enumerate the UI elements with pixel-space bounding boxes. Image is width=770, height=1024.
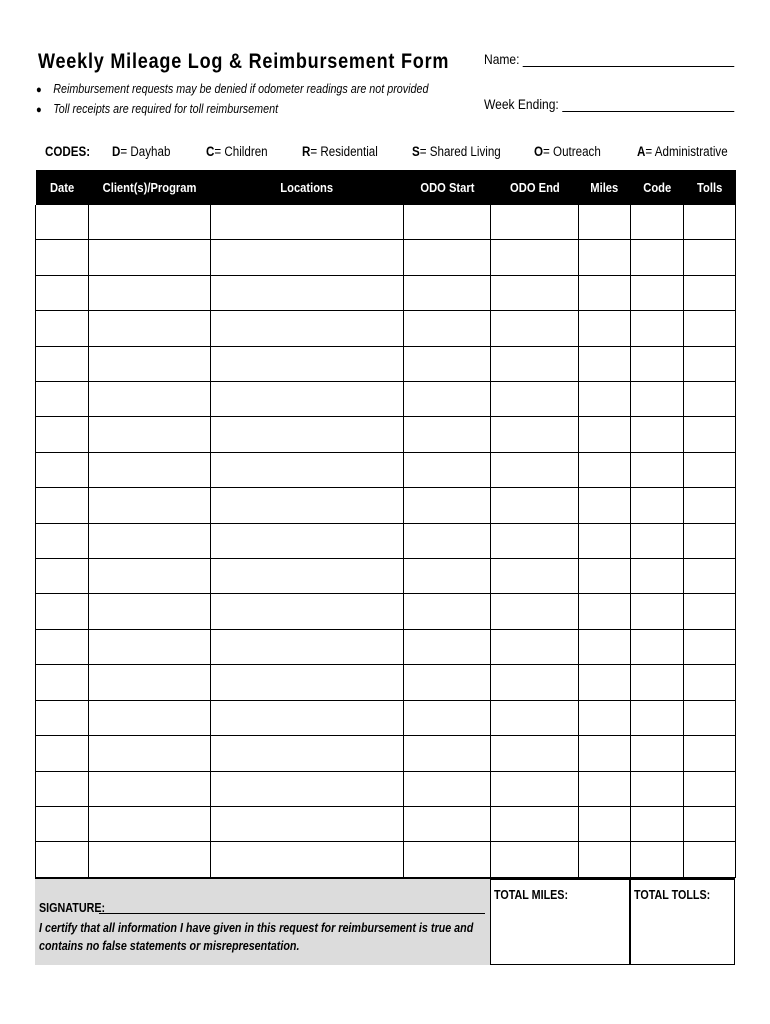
code-cell[interactable] — [631, 806, 684, 841]
code-cell[interactable] — [631, 382, 684, 417]
tolls-cell[interactable] — [684, 629, 736, 664]
date-cell[interactable] — [36, 771, 89, 806]
name-input-line[interactable] — [523, 52, 735, 67]
codes-label: CODES: — [45, 144, 91, 159]
table-row — [36, 665, 736, 700]
client-program-cell[interactable] — [89, 665, 211, 700]
miles-cell[interactable] — [579, 771, 631, 806]
miles-cell[interactable] — [579, 488, 631, 523]
client-program-cell[interactable] — [89, 346, 211, 381]
table-row — [36, 629, 736, 664]
date-cell[interactable] — [36, 452, 89, 487]
miles-cell[interactable] — [579, 523, 631, 558]
form-title: Weekly Mileage Log & Reimbursement Form — [38, 50, 450, 73]
tolls-cell[interactable] — [684, 594, 736, 629]
table-row — [36, 806, 736, 841]
odo-start-cell[interactable] — [404, 629, 491, 664]
table-row — [36, 275, 736, 310]
tolls-cell[interactable] — [684, 736, 736, 771]
locations-cell[interactable] — [211, 382, 404, 417]
locations-cell[interactable] — [211, 736, 404, 771]
table-body — [36, 205, 736, 878]
odo-end-cell[interactable] — [491, 700, 579, 735]
miles-cell[interactable] — [579, 382, 631, 417]
miles-cell[interactable] — [579, 452, 631, 487]
tolls-cell[interactable] — [684, 240, 736, 275]
miles-cell[interactable] — [579, 700, 631, 735]
client-program-cell[interactable] — [89, 700, 211, 735]
date-cell[interactable] — [36, 842, 89, 878]
odo-end-cell[interactable] — [491, 629, 579, 664]
tolls-cell[interactable] — [684, 665, 736, 700]
code-cell[interactable] — [631, 240, 684, 275]
table-row — [36, 594, 736, 629]
code-cell[interactable] — [631, 736, 684, 771]
code-cell[interactable] — [631, 842, 684, 878]
date-cell[interactable] — [36, 806, 89, 841]
locations-cell[interactable] — [211, 488, 404, 523]
column-header-tolls: Tolls — [684, 170, 736, 205]
odo-end-cell[interactable] — [491, 205, 579, 240]
tolls-cell[interactable] — [684, 771, 736, 806]
date-cell[interactable] — [36, 275, 89, 310]
odo-start-cell[interactable] — [404, 559, 491, 594]
miles-cell[interactable] — [579, 559, 631, 594]
odo-start-cell[interactable] — [404, 205, 491, 240]
table-row — [36, 346, 736, 381]
tolls-cell[interactable] — [684, 311, 736, 346]
tolls-cell[interactable] — [684, 275, 736, 310]
odo-end-cell[interactable] — [491, 523, 579, 558]
date-cell[interactable] — [36, 594, 89, 629]
tolls-cell[interactable] — [684, 806, 736, 841]
column-header-locations: Locations — [211, 170, 404, 205]
table-row — [36, 700, 736, 735]
client-program-cell[interactable] — [89, 629, 211, 664]
week-ending-label: Week Ending: — [484, 96, 559, 112]
locations-cell[interactable] — [211, 417, 404, 452]
code-cell[interactable] — [631, 700, 684, 735]
odo-end-cell[interactable] — [491, 240, 579, 275]
miles-cell[interactable] — [579, 665, 631, 700]
odo-start-cell[interactable] — [404, 417, 491, 452]
column-header-code: Code — [631, 170, 684, 205]
bullet-icon: ● — [36, 104, 42, 116]
locations-cell[interactable] — [211, 559, 404, 594]
locations-cell[interactable] — [211, 452, 404, 487]
table-row — [36, 382, 736, 417]
locations-cell[interactable] — [211, 346, 404, 381]
odo-end-cell[interactable] — [491, 665, 579, 700]
date-cell[interactable] — [36, 240, 89, 275]
code-item: C= Children — [206, 144, 268, 159]
tolls-cell[interactable] — [684, 842, 736, 878]
odo-end-cell[interactable] — [491, 275, 579, 310]
odo-start-cell[interactable] — [404, 771, 491, 806]
column-header-miles: Miles — [579, 170, 631, 205]
odo-end-cell[interactable] — [491, 417, 579, 452]
week-ending-field[interactable] — [484, 96, 734, 112]
signature-section — [35, 878, 490, 965]
odo-start-cell[interactable] — [404, 488, 491, 523]
code-cell[interactable] — [631, 629, 684, 664]
code-cell[interactable] — [631, 417, 684, 452]
tolls-cell[interactable] — [684, 346, 736, 381]
date-cell[interactable] — [36, 205, 89, 240]
miles-cell[interactable] — [579, 842, 631, 878]
odo-start-cell[interactable] — [404, 842, 491, 878]
client-program-cell[interactable] — [89, 382, 211, 417]
table-row — [36, 771, 736, 806]
miles-cell[interactable] — [579, 311, 631, 346]
column-header-odo-start: ODO Start — [404, 170, 491, 205]
locations-cell[interactable] — [211, 240, 404, 275]
client-program-cell[interactable] — [89, 806, 211, 841]
miles-cell[interactable] — [579, 346, 631, 381]
total-tolls-label: TOTAL TOLLS: — [634, 888, 711, 902]
odo-start-cell[interactable] — [404, 382, 491, 417]
locations-cell[interactable] — [211, 700, 404, 735]
client-program-cell[interactable] — [89, 523, 211, 558]
locations-cell[interactable] — [211, 842, 404, 878]
column-header-client-program: Client(s)/Program — [89, 170, 211, 205]
total-miles-box[interactable] — [490, 878, 630, 965]
odo-start-cell[interactable] — [404, 346, 491, 381]
odo-start-cell[interactable] — [404, 806, 491, 841]
client-program-cell[interactable] — [89, 736, 211, 771]
tolls-cell[interactable] — [684, 700, 736, 735]
note-item: ● Toll receipts are required for toll reimbursement — [36, 102, 279, 116]
miles-cell[interactable] — [579, 806, 631, 841]
note-item: ● Reimbursement requests may be denied if odometer readings are not provided — [36, 82, 429, 96]
code-item: R= Residential — [302, 144, 378, 159]
locations-cell[interactable] — [211, 523, 404, 558]
miles-cell[interactable] — [579, 594, 631, 629]
table-row — [36, 452, 736, 487]
odo-end-cell[interactable] — [491, 842, 579, 878]
tolls-cell[interactable] — [684, 452, 736, 487]
code-cell[interactable] — [631, 452, 684, 487]
miles-cell[interactable] — [579, 736, 631, 771]
locations-cell[interactable] — [211, 665, 404, 700]
miles-cell[interactable] — [579, 240, 631, 275]
table-row — [36, 523, 736, 558]
code-cell[interactable] — [631, 559, 684, 594]
total-tolls-box[interactable] — [630, 878, 735, 965]
locations-cell[interactable] — [211, 771, 404, 806]
table-row — [36, 559, 736, 594]
locations-cell[interactable] — [211, 311, 404, 346]
table-row — [36, 736, 736, 771]
odo-start-cell[interactable] — [404, 275, 491, 310]
table-row — [36, 311, 736, 346]
client-program-cell[interactable] — [89, 594, 211, 629]
table-row — [36, 417, 736, 452]
tolls-cell[interactable] — [684, 417, 736, 452]
odo-end-cell[interactable] — [491, 806, 579, 841]
odo-start-cell[interactable] — [404, 311, 491, 346]
tolls-cell[interactable] — [684, 559, 736, 594]
table-row — [36, 842, 736, 878]
signature-line[interactable] — [99, 913, 485, 914]
code-cell[interactable] — [631, 311, 684, 346]
date-cell[interactable] — [36, 629, 89, 664]
date-cell[interactable] — [36, 346, 89, 381]
tolls-cell[interactable] — [684, 523, 736, 558]
date-cell[interactable] — [36, 417, 89, 452]
column-header-odo-end: ODO End — [491, 170, 579, 205]
odo-start-cell[interactable] — [404, 523, 491, 558]
table-header-row — [36, 170, 736, 205]
client-program-cell[interactable] — [89, 240, 211, 275]
locations-cell[interactable] — [211, 275, 404, 310]
name-field[interactable] — [484, 51, 734, 67]
locations-cell[interactable] — [211, 629, 404, 664]
odo-start-cell[interactable] — [404, 240, 491, 275]
bullet-icon: ● — [36, 84, 42, 96]
miles-cell[interactable] — [579, 205, 631, 240]
date-cell[interactable] — [36, 665, 89, 700]
odo-start-cell[interactable] — [404, 736, 491, 771]
odo-start-cell[interactable] — [404, 665, 491, 700]
code-cell[interactable] — [631, 665, 684, 700]
odo-start-cell[interactable] — [404, 594, 491, 629]
form-notes — [36, 82, 428, 122]
mileage-log-table — [35, 170, 736, 878]
odo-end-cell[interactable] — [491, 736, 579, 771]
tolls-cell[interactable] — [684, 488, 736, 523]
client-program-cell[interactable] — [89, 771, 211, 806]
client-program-cell[interactable] — [89, 488, 211, 523]
client-program-cell[interactable] — [89, 205, 211, 240]
code-cell[interactable] — [631, 346, 684, 381]
name-label: Name: — [484, 51, 520, 67]
code-cell[interactable] — [631, 205, 684, 240]
code-item: S= Shared Living — [412, 144, 501, 159]
table-row — [36, 240, 736, 275]
certification-text: I certify that all information I have given in this request for reimbursement is true and contains no false statements or misrepresentation. — [39, 921, 474, 953]
date-cell[interactable] — [36, 736, 89, 771]
odo-end-cell[interactable] — [491, 594, 579, 629]
locations-cell[interactable] — [211, 594, 404, 629]
odo-start-cell[interactable] — [404, 452, 491, 487]
date-cell[interactable] — [36, 700, 89, 735]
code-cell[interactable] — [631, 488, 684, 523]
miles-cell[interactable] — [579, 629, 631, 664]
odo-end-cell[interactable] — [491, 382, 579, 417]
code-cell[interactable] — [631, 523, 684, 558]
code-item: D= Dayhab — [112, 144, 171, 159]
client-program-cell[interactable] — [89, 417, 211, 452]
code-item: O= Outreach — [534, 144, 601, 159]
date-cell[interactable] — [36, 311, 89, 346]
odo-end-cell[interactable] — [491, 771, 579, 806]
client-program-cell[interactable] — [89, 559, 211, 594]
tolls-cell[interactable] — [684, 205, 736, 240]
odo-end-cell[interactable] — [491, 559, 579, 594]
odo-end-cell[interactable] — [491, 311, 579, 346]
code-cell[interactable] — [631, 594, 684, 629]
locations-cell[interactable] — [211, 205, 404, 240]
locations-cell[interactable] — [211, 806, 404, 841]
code-cell[interactable] — [631, 275, 684, 310]
odo-start-cell[interactable] — [404, 700, 491, 735]
code-cell[interactable] — [631, 771, 684, 806]
client-program-cell[interactable] — [89, 275, 211, 310]
odo-end-cell[interactable] — [491, 488, 579, 523]
date-cell[interactable] — [36, 559, 89, 594]
client-program-cell[interactable] — [89, 452, 211, 487]
date-cell[interactable] — [36, 488, 89, 523]
week-ending-input-line[interactable] — [562, 97, 734, 112]
codes-legend — [40, 144, 734, 162]
code-item: A= Administrative — [637, 144, 728, 159]
client-program-cell[interactable] — [89, 311, 211, 346]
miles-cell[interactable] — [579, 417, 631, 452]
miles-cell[interactable] — [579, 275, 631, 310]
table-row — [36, 205, 736, 240]
date-cell[interactable] — [36, 382, 89, 417]
total-miles-label: TOTAL MILES: — [494, 888, 569, 902]
tolls-cell[interactable] — [684, 382, 736, 417]
odo-end-cell[interactable] — [491, 346, 579, 381]
date-cell[interactable] — [36, 523, 89, 558]
client-program-cell[interactable] — [89, 842, 211, 878]
column-header-date: Date — [36, 170, 89, 205]
odo-end-cell[interactable] — [491, 452, 579, 487]
table-row — [36, 488, 736, 523]
signature-label: SIGNATURE: — [39, 901, 106, 915]
